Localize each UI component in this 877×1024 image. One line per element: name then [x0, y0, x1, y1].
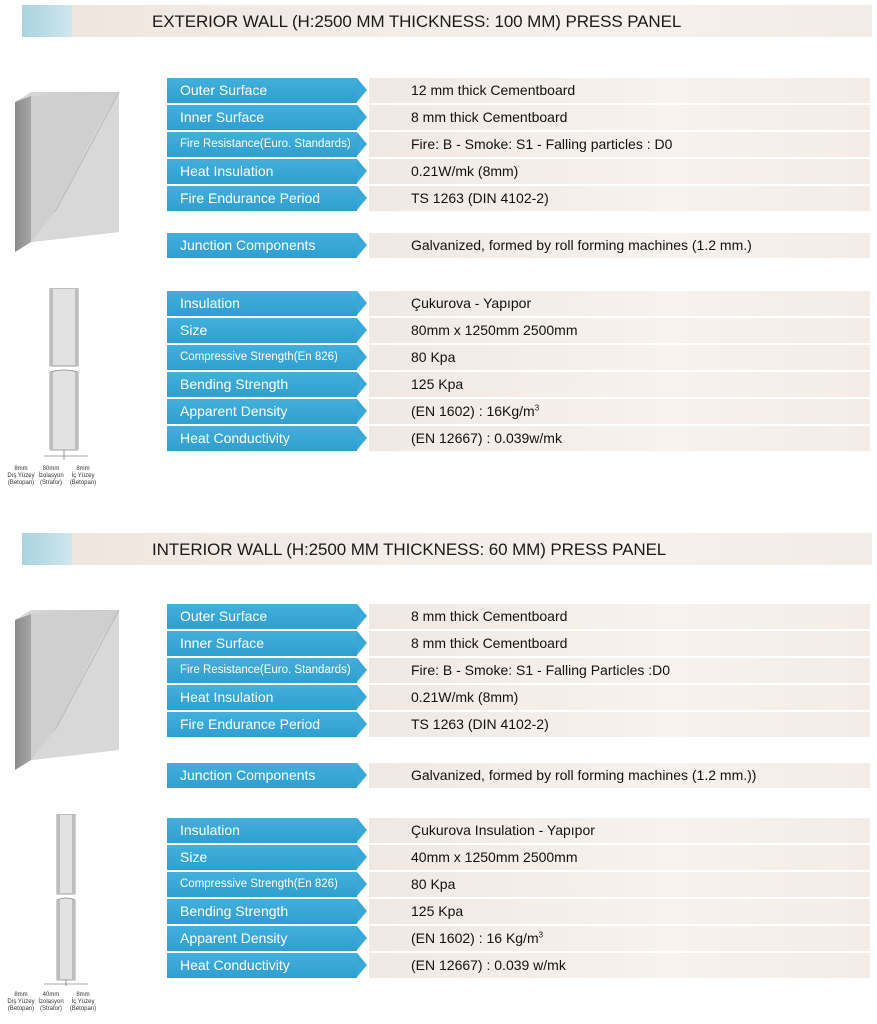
- spec-value: [369, 399, 870, 424]
- spec-row: [167, 399, 870, 426]
- label-arrow: [357, 926, 367, 950]
- label-arrow: [357, 345, 367, 369]
- spec-label: Outer Surface: [167, 78, 357, 103]
- spec-label: Inner Surface: [167, 631, 357, 656]
- spec-row: [167, 818, 870, 845]
- spec-value: TS 1263 (DIN 4102-2): [369, 712, 870, 737]
- spec-row: [167, 763, 870, 790]
- density-value: (EN 1602) : 16Kg/m: [411, 403, 535, 419]
- spec-label: Fire Resistance(Euro. Standards): [167, 658, 357, 683]
- label-arrow: [357, 685, 367, 709]
- label-arrow: [357, 426, 367, 450]
- density-exponent: 3: [534, 403, 540, 413]
- spec-value: 0.21W/mk (8mm): [369, 159, 870, 184]
- spec-label: Fire Endurance Period: [167, 712, 357, 737]
- spec-row: [167, 186, 870, 213]
- spec-value: Galvanized, formed by roll forming machines (1.2 mm.)): [369, 763, 870, 788]
- spec-label: Apparent Density: [167, 926, 357, 951]
- spec-value: TS 1263 (DIN 4102-2): [369, 186, 870, 211]
- spec-value: 125 Kpa: [369, 372, 870, 397]
- spec-label: Fire Resistance(Euro. Standards): [167, 132, 357, 157]
- spec-row: [167, 658, 870, 685]
- label-arrow: [357, 604, 367, 628]
- label-arrow: [357, 399, 367, 423]
- spec-row: [167, 604, 870, 631]
- diagram-label-inner: 8mm İç Yüzey (Betopan): [69, 466, 97, 486]
- label-arrow: [357, 658, 367, 682]
- label-arrow: [357, 159, 367, 183]
- spec-label: Inner Surface: [167, 105, 357, 130]
- spec-row: [167, 78, 870, 105]
- section-title: INTERIOR WALL (H:2500 MM THICKNESS: 60 MM) PRESS PANEL: [152, 540, 667, 559]
- spec-value: 8 mm thick Cementboard: [369, 105, 870, 130]
- label-arrow: [357, 105, 367, 129]
- diagram-label-inner: 8mm İç Yüzey (Betopan): [69, 992, 97, 1012]
- spec-value: Galvanized, formed by roll forming machines (1.2 mm.): [369, 233, 870, 258]
- interior-spec-group-3: [167, 818, 870, 980]
- diagram-label-insulation: 80mm İzolasyon (Strafor): [38, 466, 64, 486]
- label-arrow: [357, 78, 367, 102]
- banner-accent: [22, 533, 72, 565]
- spec-row: [167, 105, 870, 132]
- spec-label: Bending Strength: [167, 899, 357, 924]
- label-arrow: [357, 186, 367, 210]
- label-arrow: [357, 233, 367, 257]
- spec-row: [167, 291, 870, 318]
- spec-label: Size: [167, 845, 357, 870]
- interior-section-diagram: [42, 814, 90, 986]
- spec-label: Junction Components: [167, 233, 357, 258]
- exterior-spec-group-1: [167, 78, 870, 213]
- spec-label: Insulation: [167, 818, 357, 843]
- section-banner-interior: [22, 533, 872, 565]
- spec-label: Heat Conductivity: [167, 426, 357, 451]
- spec-value: 80 Kpa: [369, 872, 870, 897]
- spec-value: Çukurova - Yapıpor: [369, 291, 870, 316]
- spec-value: Çukurova Insulation - Yapıpor: [369, 818, 870, 843]
- spec-row: [167, 845, 870, 872]
- label-arrow: [357, 631, 367, 655]
- spec-value: 80 Kpa: [369, 345, 870, 370]
- interior-spec-group-2: [167, 763, 870, 790]
- spec-row: [167, 372, 870, 399]
- spec-value: 80mm x 1250mm 2500mm: [369, 318, 870, 343]
- spec-row: [167, 712, 870, 739]
- spec-value: 0.21W/mk (8mm): [369, 685, 870, 710]
- spec-label: Bending Strength: [167, 372, 357, 397]
- spec-row: [167, 132, 870, 159]
- interior-spec-group-1: [167, 604, 870, 739]
- label-arrow: [357, 318, 367, 342]
- label-arrow: [357, 763, 367, 787]
- spec-value: 125 Kpa: [369, 899, 870, 924]
- label-arrow: [357, 818, 367, 842]
- banner-accent: [22, 5, 72, 37]
- spec-label: Heat Insulation: [167, 685, 357, 710]
- spec-row: [167, 159, 870, 186]
- spec-row: [167, 233, 870, 260]
- spec-value: Fire: B - Smoke: S1 - Falling particles : D0: [369, 132, 870, 157]
- spec-row: [167, 872, 870, 899]
- density-value: (EN 1602) : 16 Kg/m: [411, 930, 539, 946]
- spec-label: Junction Components: [167, 763, 357, 788]
- spec-label: Size: [167, 318, 357, 343]
- label-arrow: [357, 712, 367, 736]
- exterior-spec-group-3: [167, 291, 870, 453]
- spec-label: Heat Insulation: [167, 159, 357, 184]
- interior-panel-illustration: [15, 610, 120, 775]
- spec-value: (EN 12667) : 0.039w/mk: [369, 426, 870, 451]
- label-arrow: [357, 132, 367, 156]
- spec-value: 12 mm thick Cementboard: [369, 78, 870, 103]
- spec-value: Fire: B - Smoke: S1 - Falling Particles :D0: [369, 658, 870, 683]
- density-exponent: 3: [538, 930, 544, 940]
- spec-label: Fire Endurance Period: [167, 186, 357, 211]
- exterior-panel-illustration: [15, 92, 120, 257]
- label-arrow: [357, 845, 367, 869]
- spec-value: 8 mm thick Cementboard: [369, 631, 870, 656]
- diagram-label-insulation: 40mm İzolasyon (Strafor): [38, 992, 64, 1012]
- spec-row: [167, 899, 870, 926]
- spec-row: [167, 318, 870, 345]
- label-arrow: [357, 953, 367, 977]
- spec-label: Insulation: [167, 291, 357, 316]
- label-arrow: [357, 899, 367, 923]
- spec-label: Heat Conductivity: [167, 953, 357, 978]
- diagram-label-outer: 8mm Dış Yüzey (Betopan): [7, 992, 35, 1012]
- spec-label: Compressive Strength(En 826): [167, 872, 357, 897]
- spec-row: [167, 426, 870, 453]
- label-arrow: [357, 372, 367, 396]
- exterior-spec-group-2: [167, 233, 870, 260]
- spec-value: [369, 926, 870, 951]
- exterior-section-diagram: [42, 288, 90, 460]
- diagram-label-outer: 8mm Dış Yüzey (Betopan): [7, 466, 35, 486]
- label-arrow: [357, 872, 367, 896]
- spec-value: 40mm x 1250mm 2500mm: [369, 845, 870, 870]
- label-arrow: [357, 291, 367, 315]
- spec-label: Apparent Density: [167, 399, 357, 424]
- spec-row: [167, 685, 870, 712]
- spec-label: Outer Surface: [167, 604, 357, 629]
- section-banner-exterior: [22, 5, 872, 37]
- spec-value: 8 mm thick Cementboard: [369, 604, 870, 629]
- spec-row: [167, 926, 870, 953]
- spec-row: [167, 345, 870, 372]
- spec-row: [167, 631, 870, 658]
- spec-label: Compressive Strength(En 826): [167, 345, 357, 370]
- spec-value: (EN 12667) : 0.039 w/mk: [369, 953, 870, 978]
- spec-row: [167, 953, 870, 980]
- section-title: EXTERIOR WALL (H:2500 MM THICKNESS: 100 MM) PRESS PANEL: [152, 12, 682, 31]
